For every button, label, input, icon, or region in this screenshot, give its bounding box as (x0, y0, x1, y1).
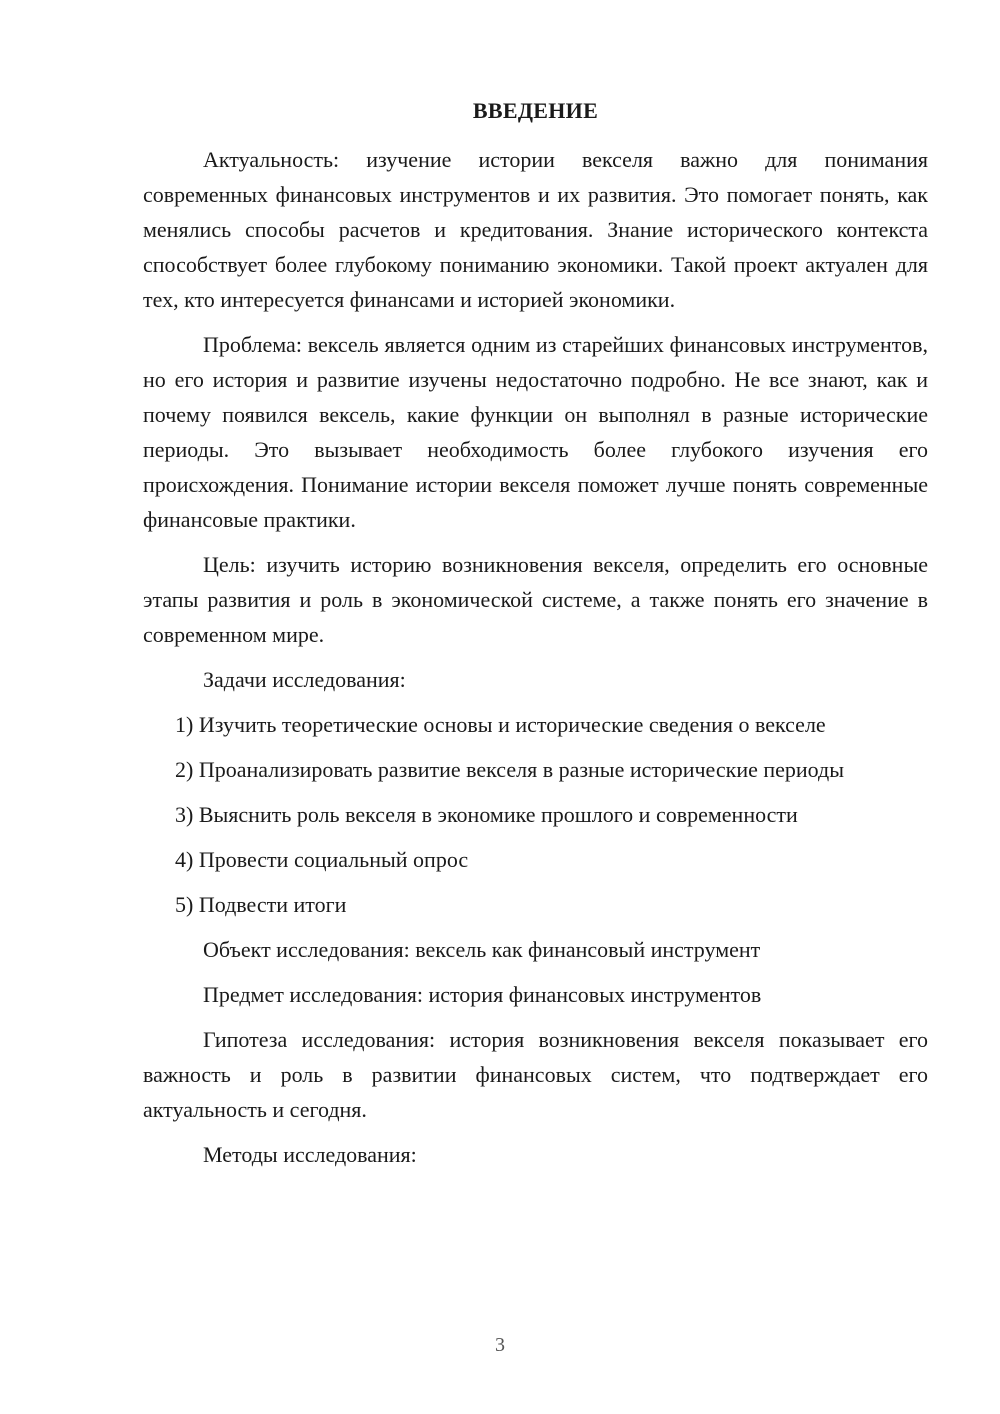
task-item: 1) Изучить теоретические основы и исторические сведения о векселе (175, 712, 826, 737)
paragraph-relevance: Актуальность: изучение истории векселя важно для понимания современных финансовых инструментов и их развития. Это помогает понять, как менялись способы расчетов и кредитования. Знание исторического контекста способствует более глубокому пониманию экономики. Такой проект актуален для тех, кто интересуется финансами и историей экономики. (143, 147, 928, 312)
page-content (143, 93, 928, 1182)
paragraph-hypothesis: Гипотеза исследования: история возникновения векселя показывает его важность и роль в развитии финансовых систем, что подтверждает его актуальность и сегодня. (143, 1027, 928, 1122)
paragraph-problem: Проблема: вексель является одним из старейших финансовых инструментов, но его история и развитие изучены недостаточно подробно. Не все знают, как и почему появился вексель, какие функции он выполнял в разные исторические периоды. Это вызывает необходимость более глубокого изучения его происхождения. Понимание истории векселя поможет лучше понять современные финансовые практики. (143, 332, 928, 532)
paragraph-goal: Цель: изучить историю возникновения векселя, определить его основные этапы развития и роль в экономической системе, а также понять его значение в современном мире. (143, 552, 928, 647)
task-item: 2) Проанализировать развитие векселя в разные исторические периоды (175, 757, 845, 782)
paragraph-object: Объект исследования: вексель как финансовый инструмент (203, 937, 761, 962)
task-item: 3) Выяснить роль векселя в экономике прошлого и современности (175, 802, 798, 827)
methods-heading: Методы исследования: (203, 1142, 417, 1167)
page-title: ВВЕДЕНИЕ (472, 98, 599, 123)
tasks-heading: Задачи исследования: (203, 667, 406, 692)
page-number: 3 (495, 1334, 505, 1356)
task-item: 4) Провести социальный опрос (175, 847, 469, 872)
paragraph-subject: Предмет исследования: история финансовых инструментов (203, 982, 762, 1007)
task-item: 5) Подвести итоги (175, 892, 347, 917)
